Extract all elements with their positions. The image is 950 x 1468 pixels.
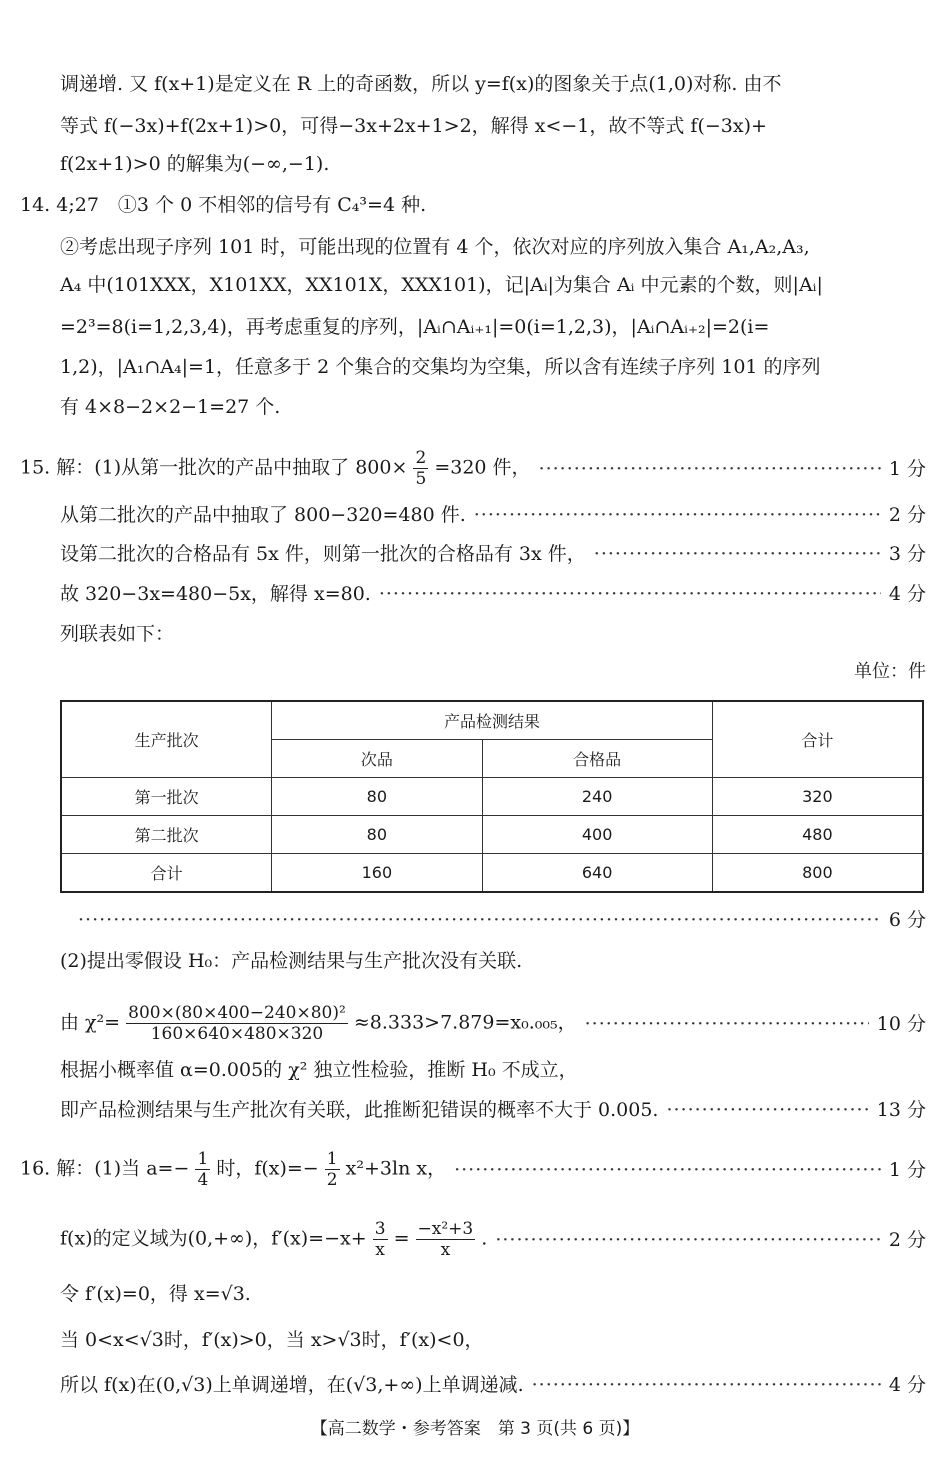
q14-answer: 14. 4;27 ①3 个 0 不相邻的信号有 C₄³=4 种. [20, 194, 427, 216]
score: 6 分 [888, 909, 926, 931]
text-line: 有 4×8−2×2−1=27 个. [60, 396, 281, 418]
leader-dots [532, 1371, 881, 1399]
leader-dots [454, 1156, 881, 1184]
table-header-batch: 生产批次 [61, 701, 272, 778]
fraction-numerator: 800×(80×400−240×80)² [128, 1003, 346, 1023]
q16-step2 [60, 1219, 926, 1260]
text-segment: 设第二批次的合格品有 5x 件，则第一批次的合格品有 3x 件， [60, 543, 586, 565]
leader-dots [474, 501, 881, 529]
fraction-numerator: 2 [415, 448, 427, 468]
score: 1 分 [888, 1158, 926, 1181]
table-cell: 160 [272, 854, 482, 893]
score: 4 分 [888, 583, 926, 605]
q15-step1 [20, 448, 926, 489]
table-cell: 第一批次 [61, 778, 272, 816]
text-segment: 15. 解：(1)从第一批次的产品中抽取了 800× [20, 456, 408, 479]
text-segment: 时，f(x)=− [216, 1157, 319, 1180]
score: 13 分 [876, 1099, 926, 1121]
text-line: 令 f′(x)=0，得 x=√3. [60, 1283, 251, 1305]
table-cell: 240 [482, 778, 712, 816]
q15-step2 [60, 501, 926, 529]
leader-dots [666, 1096, 868, 1124]
leader-dots [379, 580, 881, 608]
score: 2 分 [888, 1228, 926, 1251]
text-line: ②考虑出现子序列 101 时，可能出现的位置有 4 个，依次对应的序列放入集合 A₁,A₂,A₃, [60, 236, 810, 258]
table-cell: 400 [482, 816, 712, 854]
table-cell: 第二批次 [61, 816, 272, 854]
table-unit: 单位：件 [854, 661, 926, 682]
text-segment: 即产品检测结果与生产批次有关联，此推断犯错误的概率不大于 0.005. [60, 1099, 659, 1121]
fraction [195, 1149, 210, 1190]
q16-step1 [20, 1149, 926, 1190]
text-line: 当 0<x<√3时，f′(x)>0，当 x>√3时，f′(x)<0， [60, 1329, 484, 1351]
fraction-numerator: −x²+3 [417, 1219, 474, 1239]
text-line: f(2x+1)>0 的解集为(−∞,−1). [60, 153, 330, 175]
text-segment: 所以 f(x)在(0,√3)上单调递增，在(√3,+∞)上单调递减. [60, 1374, 524, 1396]
table-header-defect: 次品 [272, 740, 482, 778]
table-header-result: 产品检测结果 [272, 701, 712, 740]
fraction-denominator: x [440, 1240, 451, 1260]
fraction-denominator: 2 [326, 1170, 338, 1190]
fraction-denominator: x [375, 1240, 385, 1260]
text-line: (2)提出零假设 H₀：产品检测结果与生产批次没有关联. [60, 950, 523, 972]
fraction-numerator: 1 [326, 1149, 338, 1169]
fraction [413, 448, 428, 489]
table-cell: 320 [712, 778, 923, 816]
table-cell: 640 [482, 854, 712, 893]
score: 1 分 [888, 457, 926, 480]
text-segment: ≈8.333>7.879=x₀.₀₀₅， [353, 1011, 577, 1034]
text-line: 调递增. 又 f(x+1)是定义在 R 上的奇函数，所以 y=f(x)的图象关于点(1,0)对称. 由不 [60, 73, 782, 95]
q15-table-score [78, 906, 926, 934]
text-segment: 16. 解：(1)当 a=− [20, 1157, 190, 1180]
table-cell: 800 [712, 854, 923, 893]
text-segment: x²+3ln x， [345, 1157, 447, 1180]
text-segment: 从第二批次的产品中抽取了 800−320=480 件. [60, 504, 466, 526]
fraction-denominator: 4 [197, 1170, 209, 1190]
fraction [373, 1219, 388, 1260]
score: 2 分 [888, 504, 926, 526]
fraction-numerator: 3 [374, 1219, 386, 1239]
page-footer: 【高二数学・参考答案 第 3 页(共 6 页)】 [310, 1419, 640, 1439]
fraction [126, 1003, 348, 1044]
score: 3 分 [888, 543, 926, 565]
text-segment: f(x)的定义域为(0,+∞)，f′(x)=−x+ [60, 1227, 367, 1250]
table-cell: 合计 [61, 854, 272, 893]
text-segment: =320 件， [434, 456, 531, 479]
text-segment: . [481, 1227, 488, 1250]
fraction [325, 1149, 340, 1190]
fraction-numerator: 1 [197, 1149, 209, 1169]
contingency-table [60, 700, 924, 893]
leader-dots [585, 1010, 869, 1038]
leader-dots [495, 1226, 881, 1254]
text-line: =2³=8(i=1,2,3,4)，再考虑重复的序列，|Aᵢ∩Aᵢ₊₁|=0(i=1,2,3)，|Aᵢ∩Aᵢ₊₂|=2(i= [60, 316, 770, 338]
table-cell: 80 [272, 778, 482, 816]
text-line: 等式 f(−3x)+f(2x+1)>0，可得−3x+2x+1>2，解得 x<−1，故不等式 f(−3x)+ [60, 115, 767, 137]
leader-dots [539, 455, 881, 483]
text-segment: 由 χ²= [60, 1011, 121, 1034]
score: 4 分 [888, 1374, 926, 1396]
q15-chi-square [60, 1003, 926, 1044]
fraction-denominator: 160×640×480×320 [150, 1024, 324, 1044]
fraction [416, 1219, 476, 1260]
q15-step4 [60, 580, 926, 608]
q16-step4 [60, 1371, 926, 1399]
score: 10 分 [876, 1012, 926, 1035]
table-row [61, 778, 923, 816]
text-line: A₄ 中(101XXX，X101XX，XX101X，XXX101)，记|Aᵢ|为集合 Aᵢ 中元素的个数，则|Aᵢ| [60, 274, 823, 296]
text-line: 1,2)，|A₁∩A₄|=1，任意多于 2 个集合的交集均为空集，所以含有连续子序列 101 的序列 [60, 356, 821, 378]
table-row [61, 854, 923, 893]
table-row [61, 816, 923, 854]
table-header-qualified: 合格品 [482, 740, 712, 778]
text-line: 根据小概率值 α=0.005的 χ² 独立性检验，推断 H₀ 不成立， [60, 1059, 578, 1081]
leader-dots [594, 540, 881, 568]
q15-conclusion [60, 1096, 926, 1124]
table-cell: 80 [272, 816, 482, 854]
q15-step3 [60, 540, 926, 568]
fraction-denominator: 5 [415, 469, 427, 489]
leader-dots [78, 906, 881, 934]
table-header-total: 合计 [712, 701, 923, 778]
text-segment: = [393, 1227, 410, 1250]
text-segment: 故 320−3x=480−5x，解得 x=80. [60, 583, 371, 605]
text-line: 列联表如下： [60, 623, 175, 645]
table-cell: 480 [712, 816, 923, 854]
